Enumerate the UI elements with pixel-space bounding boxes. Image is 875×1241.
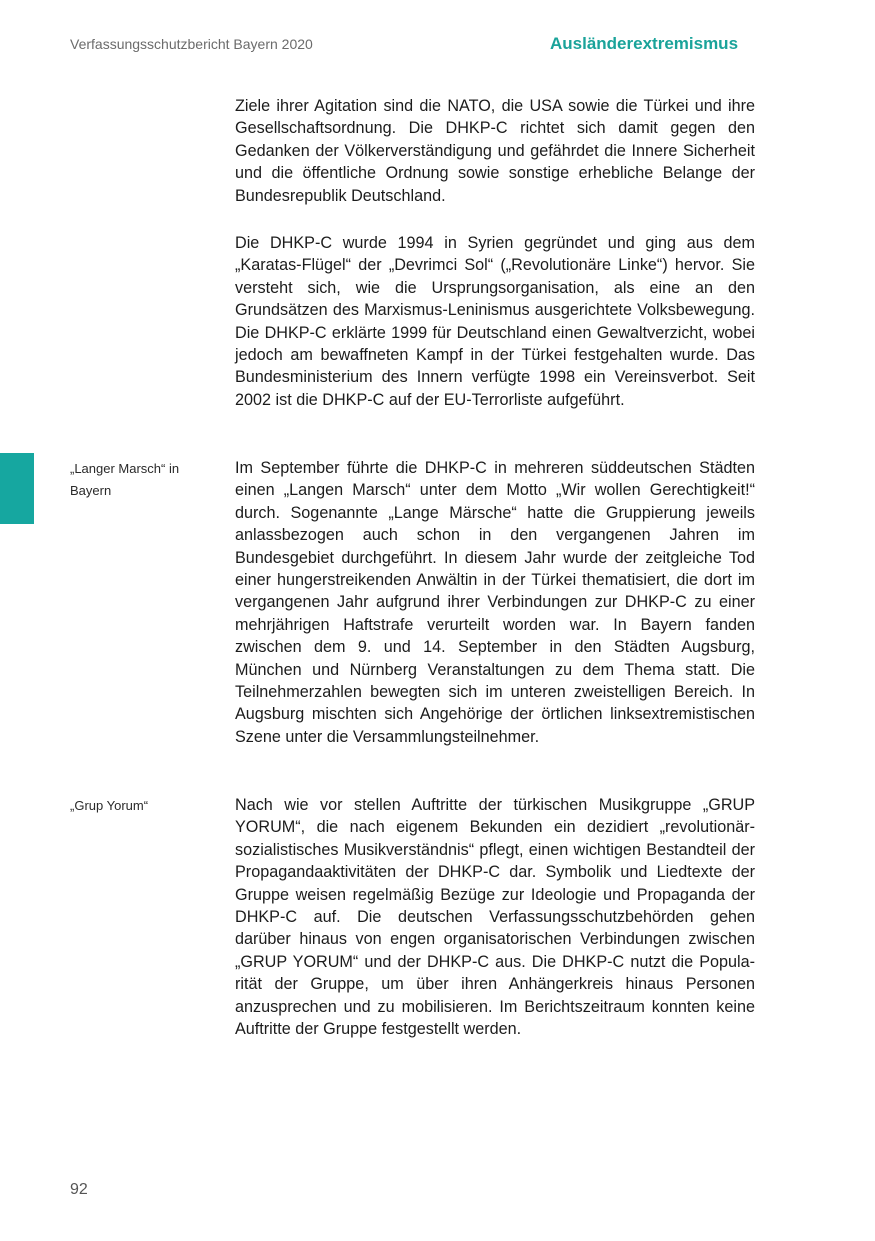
page-number: 92 [70,1181,88,1198]
report-title: Verfassungsschutzbericht Bayern 2020 [70,36,313,52]
margin-note-langer-marsch: „Langer Marsch“ in Bayern [70,461,180,498]
paragraph-dhkp-c-history: Die DHKP-C wurde 1994 in Syrien gegründet und ging aus dem „Karatas-Flügel“ der „Devrimci Sol“ („Revolutionäre Linke“) hervor. Sie versteht sich, wie die Ursprungsorganisation, als eine an den Grundsätzen des Marxismus-Leninismus ausgerichtete Volksbewegung. Die DHKP-C erklärte 1999 für Deutschland einen Gewaltverzicht, wobei jedoch am bewaffneten Kampf in der Türkei festgehalten wurde. Das Bundesministerium des Innern verfügte 1998 ein Vereinsverbot. Seit 2002 ist die DHKP-C auf der EU-Terrorliste aufgeführt. [235,234,755,409]
running-header [70,36,755,56]
paragraph-grup-yorum: Nach wie vor stellen Auftritte der türkischen Musikgruppe „GRUP YORUM“, die nach eigenem Bekunden ein dezidiert „revolutionär-sozialistisches Musikverständnis“ pflegt, einen wichtigen Bestandteil der Propagandaaktivitäten der DHKP-C dar. Symbolik und Liedtexte der Gruppe weisen regelmäßig Bezüge zur Ideologie und Propaganda der DHKP-C auf. Die deutschen Verfassungsschutzbehörden gehen darüber hinaus von engen organisatorischen Verbindungen zwischen „GRUP YORUM“ und der DHKP-C aus. Die DHKP-C nutzt die Popularität der Gruppe, um über ihren Anhängerkreis hinaus Personen anzusprechen und zu mobilisieren. Im Berichtszeitraum konnten keine Auftritte der Gruppe festgestellt werden. [235,796,755,1039]
margin-note-grup-yorum: „Grup Yorum“ [70,798,149,813]
section-title: Ausländerextremismus [550,34,739,53]
paragraph-langer-marsch: Im September führte die DHKP-C in mehreren süddeutschen Städten einen „Langen Marsch“ unter dem Motto „Wir wollen Gerechtigkeit!“ durch. Sogenannte „Lange Märsche“ hatte die Gruppierung jeweils anlassbezogen auch schon in den vergangenen Jahren im Bundesgebiet durchgeführt. In diesem Jahr wurde der zeitgleiche Tod einer hungerstreikenden Anwältin in der Türkei thematisiert, die dort im vergangenen Jahr aufgrund ihrer Verbindungen zur DHKP-C zu einer mehrjährigen Haftstrafe verurteilt worden war. In Bayern fanden zwischen dem 9. und 14. September in den Städten Augsburg, München und Nürnberg Veranstaltungen zu dem Thema statt. Die Teilnehmerzahlen bewegten sich im unteren zweistelligen Bereich. In Augsburg mischten sich Angehörige der örtlichen linksextremistischen Szene unter die Versammlungsteilnehmer. [235,459,755,746]
paragraph-agitation-goals: Ziele ihrer Agitation sind die NATO, die USA sowie die Türkei und ihre Gesellschaftsordnung. Die DHKP-C richtet sich damit gegen den Gedanken der Völkerverständigung und gefährdet die Innere Sicherheit und die öffentliche Ordnung sowie sonstige erhebliche Belange der Bundesrepublik Deutschland. [235,97,755,205]
chapter-marker-tab [0,453,34,524]
